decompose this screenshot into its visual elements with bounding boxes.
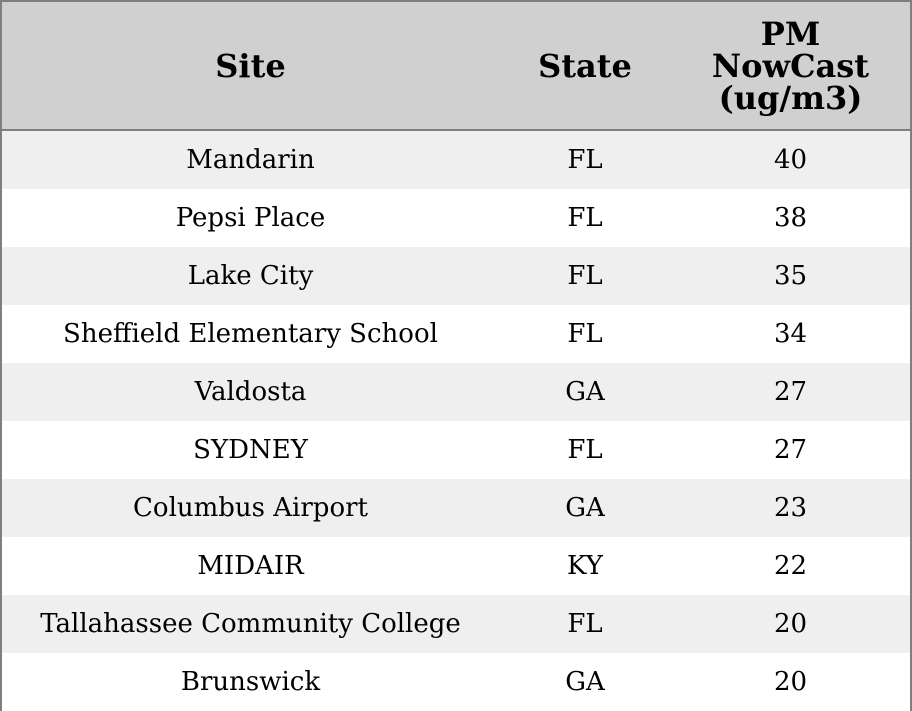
table-row <box>2 363 910 421</box>
header-pm-nowcast-label <box>711 14 870 117</box>
site-cell: Lake City <box>187 261 314 291</box>
table-row <box>2 189 910 247</box>
pm-value-cell: 20 <box>773 609 808 639</box>
state-cell: KY <box>567 551 603 581</box>
header-pm-line-2: NowCast <box>711 46 870 85</box>
pm-value-cell: 35 <box>773 261 808 291</box>
header-pm-line-1: PM <box>760 14 821 53</box>
state-cell: FL <box>567 261 603 291</box>
pm-value-cell: 34 <box>773 319 808 349</box>
header-site-label: Site <box>215 46 286 85</box>
pm-value-cell: 23 <box>773 493 808 523</box>
table-row <box>2 479 910 537</box>
table-row <box>2 131 910 189</box>
state-cell: FL <box>567 203 603 233</box>
state-cell: GA <box>565 667 605 697</box>
state-cell: FL <box>567 609 603 639</box>
site-cell: Valdosta <box>194 377 307 407</box>
header-pm-nowcast <box>671 2 910 129</box>
site-cell: Sheffield Elementary School <box>63 319 438 349</box>
pm-value-cell: 22 <box>773 551 808 581</box>
pm-value-cell: 38 <box>773 203 808 233</box>
table-row <box>2 421 910 479</box>
state-cell: FL <box>567 435 603 465</box>
site-cell: Pepsi Place <box>175 203 326 233</box>
state-cell: FL <box>567 319 603 349</box>
state-cell: FL <box>567 145 603 175</box>
site-cell: Tallahassee Community College <box>40 609 461 639</box>
header-site <box>2 2 499 129</box>
site-cell: MIDAIR <box>197 551 304 581</box>
table-row <box>2 653 910 711</box>
table-header <box>2 2 910 131</box>
pm-value-cell: 20 <box>773 667 808 697</box>
site-cell: Brunswick <box>180 667 321 697</box>
state-cell: GA <box>565 493 605 523</box>
pm-value-cell: 27 <box>773 435 808 465</box>
state-cell: GA <box>565 377 605 407</box>
header-state-label: State <box>538 46 632 85</box>
pm-value-cell: 27 <box>773 377 808 407</box>
table-row <box>2 247 910 305</box>
site-cell: Columbus Airport <box>133 493 368 523</box>
table-row <box>2 537 910 595</box>
header-pm-line-3: (ug/m3) <box>718 78 863 117</box>
table-row <box>2 595 910 653</box>
site-cell: Mandarin <box>186 145 315 175</box>
table-row <box>2 305 910 363</box>
site-cell: SYDNEY <box>193 435 308 465</box>
pm-value-cell: 40 <box>773 145 808 175</box>
header-state <box>499 2 671 129</box>
table-body <box>2 131 910 711</box>
